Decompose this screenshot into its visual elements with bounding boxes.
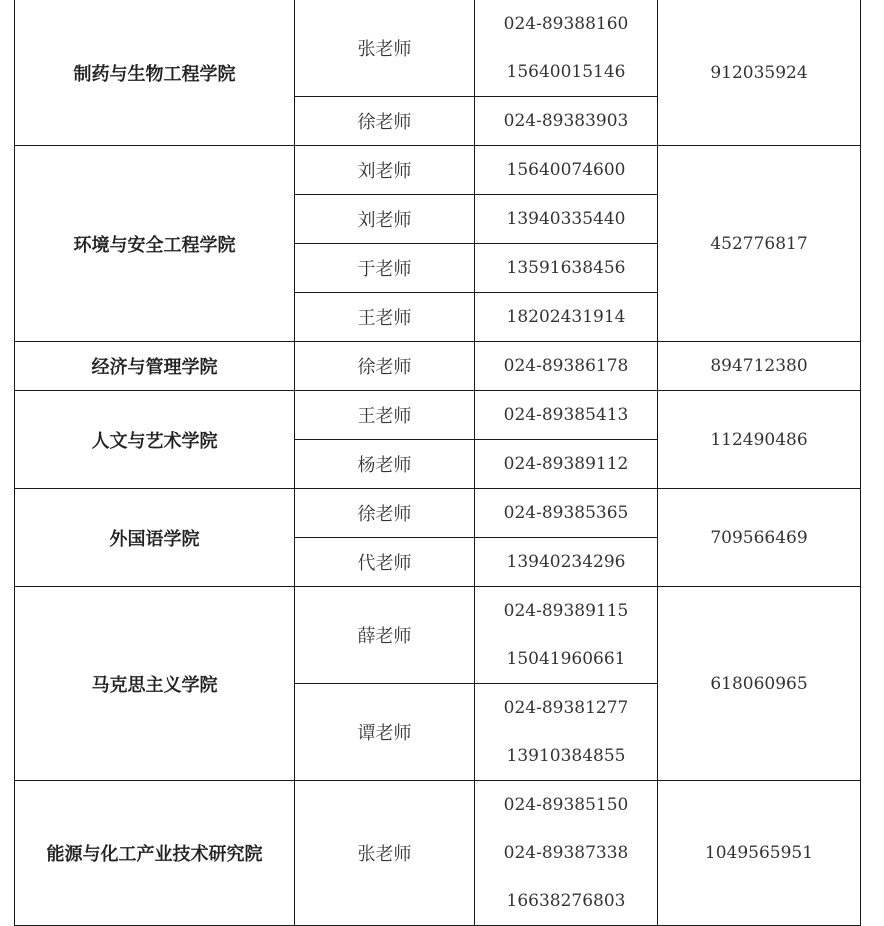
phone-cell bbox=[475, 195, 658, 244]
qq-group-number: 112490486 bbox=[658, 391, 861, 489]
phone-cell bbox=[475, 342, 658, 391]
phone-cell bbox=[475, 293, 658, 342]
table-row bbox=[15, 146, 861, 195]
phone-number: 13910384855 bbox=[506, 746, 626, 766]
phone-cell bbox=[475, 0, 658, 97]
phone-number: 024-89385413 bbox=[503, 405, 629, 425]
phone-number: 024-89381277 bbox=[503, 698, 629, 718]
phone-cell bbox=[475, 391, 658, 440]
contact-table-body bbox=[15, 0, 861, 926]
phone-number: 024-89389115 bbox=[503, 601, 629, 621]
contact-table bbox=[14, 0, 861, 926]
contact-name: 刘老师 bbox=[295, 195, 475, 244]
phone-cell bbox=[475, 146, 658, 195]
qq-group-number: 1049565951 bbox=[658, 781, 861, 926]
phone-number: 024-89387338 bbox=[503, 843, 629, 863]
phone-number: 18202431914 bbox=[506, 307, 626, 327]
college-name: 经济与管理学院 bbox=[15, 342, 295, 391]
qq-group-number: 709566469 bbox=[658, 489, 861, 587]
phone-number: 024-89385150 bbox=[503, 795, 629, 815]
phone-number: 13591638456 bbox=[506, 258, 626, 278]
contact-name: 王老师 bbox=[295, 391, 475, 440]
phone-cell bbox=[475, 538, 658, 587]
table-row bbox=[15, 781, 861, 926]
table-row bbox=[15, 391, 861, 440]
contact-name: 谭老师 bbox=[295, 684, 475, 781]
contact-name: 刘老师 bbox=[295, 146, 475, 195]
contact-name: 杨老师 bbox=[295, 440, 475, 489]
table-row bbox=[15, 587, 861, 684]
phone-number: 024-89386178 bbox=[503, 356, 629, 376]
phone-number: 024-89388160 bbox=[503, 14, 629, 34]
qq-group-number: 618060965 bbox=[658, 587, 861, 781]
table-row bbox=[15, 0, 861, 97]
contact-name: 徐老师 bbox=[295, 97, 475, 146]
contact-name: 王老师 bbox=[295, 293, 475, 342]
phone-number: 024-89383903 bbox=[503, 111, 629, 131]
contact-name: 薛老师 bbox=[295, 587, 475, 684]
qq-group-number: 452776817 bbox=[658, 146, 861, 342]
qq-group-number: 894712380 bbox=[658, 342, 861, 391]
table-row bbox=[15, 342, 861, 391]
phone-cell bbox=[475, 684, 658, 781]
contact-name: 徐老师 bbox=[295, 489, 475, 538]
college-name: 制药与生物工程学院 bbox=[15, 0, 295, 146]
college-name: 环境与安全工程学院 bbox=[15, 146, 295, 342]
college-name: 马克思主义学院 bbox=[15, 587, 295, 781]
phone-cell bbox=[475, 97, 658, 146]
college-name: 外国语学院 bbox=[15, 489, 295, 587]
phone-number: 15041960661 bbox=[506, 649, 626, 669]
phone-cell bbox=[475, 244, 658, 293]
qq-group-number: 912035924 bbox=[658, 0, 861, 146]
phone-number: 024-89389112 bbox=[503, 454, 629, 474]
contact-name: 徐老师 bbox=[295, 342, 475, 391]
phone-cell bbox=[475, 781, 658, 926]
phone-number: 024-89385365 bbox=[503, 503, 629, 523]
phone-number: 13940234296 bbox=[506, 552, 626, 572]
phone-cell bbox=[475, 587, 658, 684]
college-name: 能源与化工产业技术研究院 bbox=[15, 781, 295, 926]
contact-name: 张老师 bbox=[295, 781, 475, 926]
contact-name: 于老师 bbox=[295, 244, 475, 293]
phone-cell bbox=[475, 440, 658, 489]
phone-number: 13940335440 bbox=[506, 209, 626, 229]
contact-name: 代老师 bbox=[295, 538, 475, 587]
phone-number: 15640074600 bbox=[506, 160, 626, 180]
phone-cell bbox=[475, 489, 658, 538]
contact-name: 张老师 bbox=[295, 0, 475, 97]
college-name: 人文与艺术学院 bbox=[15, 391, 295, 489]
table-row bbox=[15, 489, 861, 538]
phone-number: 16638276803 bbox=[506, 891, 626, 911]
phone-number: 15640015146 bbox=[506, 62, 626, 82]
